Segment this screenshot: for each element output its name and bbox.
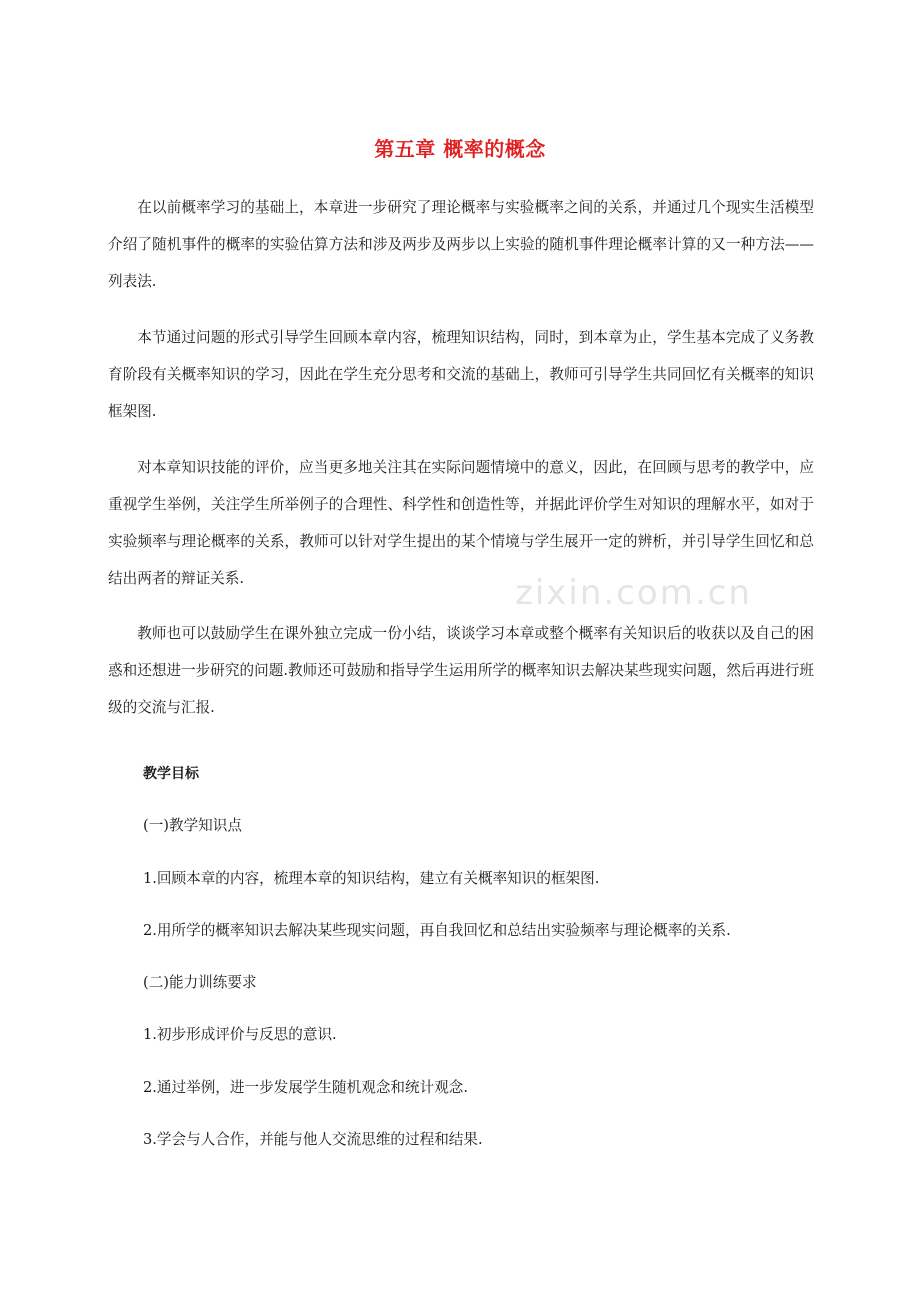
intro-paragraph-1: 在以前概率学习的基础上，本章进一步研究了理论概率与实验概率之间的关系，并通过几个现实生活模型介绍了随机事件的概率的实验估算方法和涉及两步及两步以上实验的随机事件理论概率计算的又一种方法——列表法.: [108, 199, 814, 290]
section2-heading: (二)能力训练要求: [143, 974, 257, 991]
section2-item-2: 2.通过举例，进一步发展学生随机观念和统计观念.: [143, 1079, 469, 1096]
intro-paragraph-2: 本节通过问题的形式引导学生回顾本章内容，梳理知识结构，同时，到本章为止，学生基本完成了义务教育阶段有关概率知识的学习，因此在学生充分思考和交流的基础上，教师可引导学生共同回忆有关概率的知识框架图.: [108, 329, 814, 420]
section1-heading: (一)教学知识点: [143, 817, 242, 834]
section1-item-1: 1.回顾本章的内容，梳理本章的知识结构，建立有关概率知识的框架图.: [143, 870, 600, 887]
section2-item-3: 3.学会与人合作，并能与他人交流思维的过程和结果.: [143, 1131, 483, 1148]
intro-paragraph-4: 教师也可以鼓励学生在课外独立完成一份小结，谈谈学习本章或整个概率有关知识后的收获以及自己的困惑和还想进一步研究的问题.教师还可鼓励和指导学生运用所学的概率知识去解决某些现实问题，然后再进行班级的交流与汇报.: [108, 625, 814, 716]
page-title: 第五章 概率的概念: [374, 137, 546, 161]
objectives-heading: 教学目标: [143, 766, 199, 782]
section1-item-2: 2.用所学的概率知识去解决某些现实问题，再自我回忆和总结出实验频率与理论概率的关系.: [143, 922, 731, 939]
section2-item-1: 1.初步形成评价与反思的意识.: [143, 1026, 337, 1043]
intro-paragraph-3: 对本章知识技能的评价，应当更多地关注其在实际问题情境中的意义，因此，在回顾与思考的教学中，应重视学生举例，关注学生所举例子的合理性、科学性和创造性等，并据此评价学生对知识的理解水平，如对于实验频率与理论概率的关系，教师可以针对学生提出的某个情境与学生展开一定的辨析，并引导学生回忆和总结出两者的辩证关系.: [108, 459, 814, 587]
watermark-logo: zixin.com.cn: [515, 573, 752, 613]
